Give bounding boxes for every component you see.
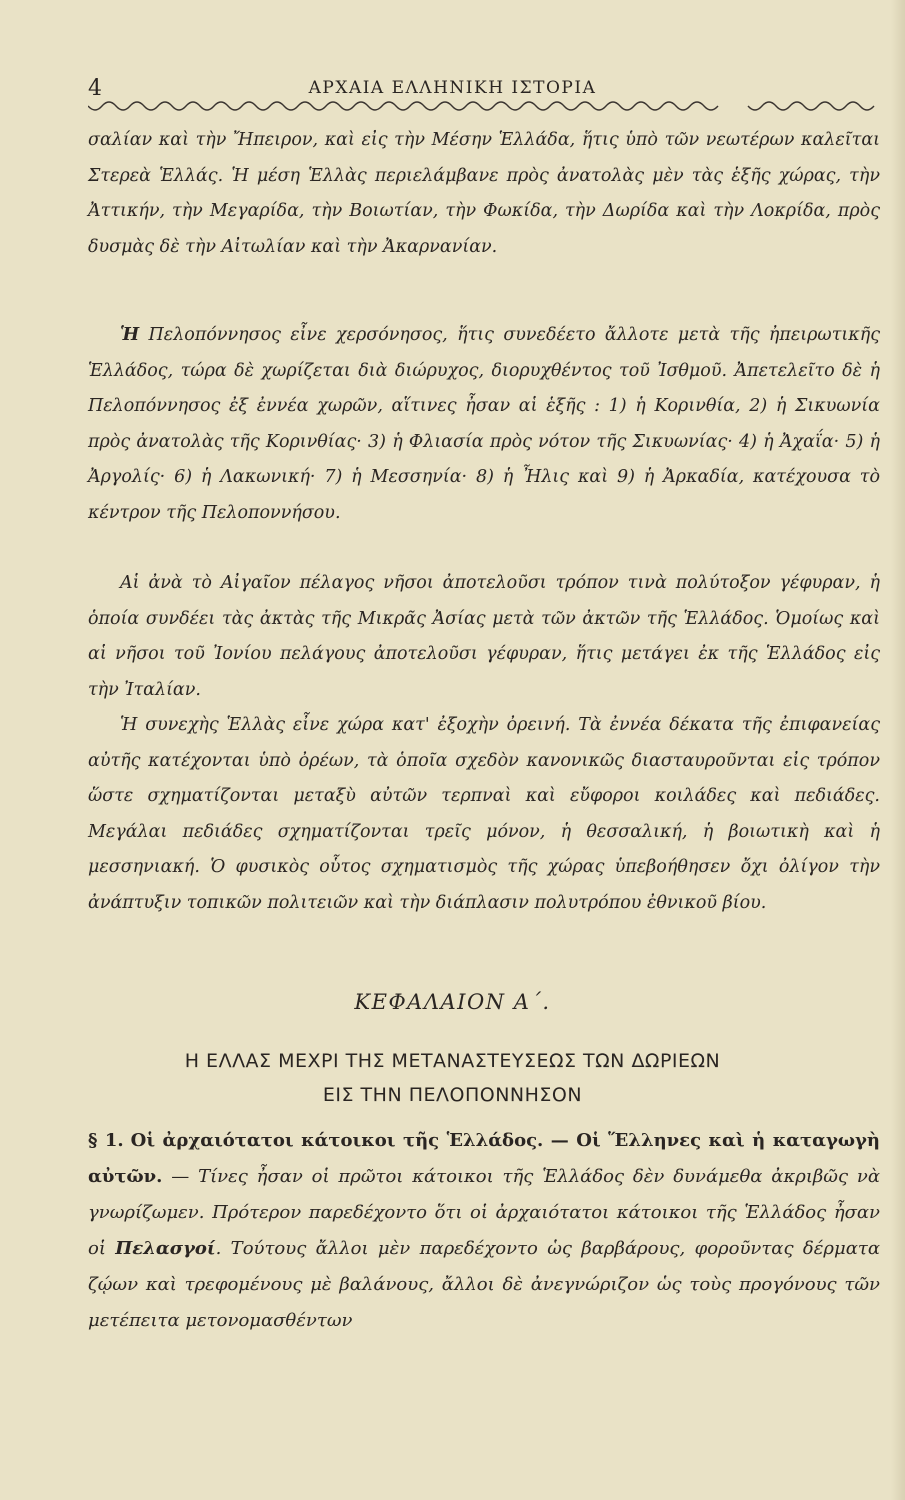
section-dash: — — [162, 1166, 199, 1187]
page-edge-shadow — [891, 0, 905, 1500]
chapter-title-line-2: ΕΙΣ ΤΗΝ ΠΕΛΟΠΟΝΝΗΣΟΝ — [322, 1084, 583, 1106]
ornamental-wave-rule — [88, 100, 878, 118]
section-number: § 1. — [88, 1130, 124, 1151]
paragraph-peloponnese — [88, 318, 880, 531]
page-number: 4 — [88, 76, 102, 101]
section-text-a: Τίνες ἦσαν οἱ πρῶτοι κάτοικοι τῆς Ἑλλάδος δὲν δυνάμεθα ἀκριβῶς νὰ γνωρίζωμεν. Πρότερον παρεδέχοντο ὅτι οἱ ἀρχαιότατοι κάτοικοι τῆς Ἑλλάδος ἦσαν οἱ — [88, 1166, 880, 1259]
chapter-title-line-1: Η ΕΛΛΑΣ ΜΕΧΡΙ ΤΗΣ ΜΕΤΑΝΑΣΤΕΥΣΕΩΣ ΤΩΝ ΔΩΡΙΕΩΝ — [184, 1050, 721, 1072]
section-1 — [88, 1123, 880, 1339]
section-text-b: . Τούτους ἄλλοι μὲν παρεδέχοντο ὡς βαρβάρους, φοροῦντας δέρματα ζῴων καὶ τρεφομένους μὲ βαλάνους, ἄλλοι δὲ ἀνεγνώριζον ὡς τοὺς προγόνους τῶν μετέπειτα μετονομασθέντων — [88, 1238, 880, 1331]
paragraph-thessaly-central-greece: σαλίαν καὶ τὴν Ἤπειρον, καὶ εἰς τὴν Μέσην Ἑλλάδα, ἥτις ὑπὸ τῶν νεωτέρων καλεῖται Στερεὰ Ἑλλάς. Ἡ μέση Ἑλλὰς περιελάμβανε πρὸς ἀνατολὰς μὲν τὰς ἑξῆς χώρας, τὴν Ἀττικήν, τὴν Μεγαρίδα, τὴν Βοιωτίαν, τὴν Φωκίδα, τὴν Δωρίδα καὶ τὴν Λοκρίδα, πρὸς δυσμὰς δὲ τὴν Αἰτωλίαν καὶ τὴν Ἀκαρνανίαν. — [88, 130, 880, 257]
chapter-label: ΚΕΦΑΛΑΙΟΝ Α΄. — [354, 990, 551, 1014]
running-header: ΑΡΧΑΙΑ ΕΛΛΗΝΙΚΗ ΙΣΤΟΡΙΑ — [308, 78, 597, 98]
paragraph-peloponnese-text: Πελοπόννησος εἶνε χερσόνησος, ἥτις συνεδέετο ἄλλοτε μετὰ τῆς ἠπειρωτικῆς Ἑλλάδος, τώρα δὲ χωρίζεται διὰ διώρυχος, διορυχθέντος τοῦ Ἰσθμοῦ. Ἀπετελεῖτο δὲ ἡ Πελοπόννησος ἐξ ἐννέα χωρῶν, αἵτινες ἦσαν αἱ ἑξῆς : 1) ἡ Κορινθία, 2) ἡ Σικυωνία πρὸς ἀνατολὰς τῆς Κορινθίας· 3) ἡ Φλιασία πρὸς νότον τῆς Σικυωνίας· 4) ἡ Ἀχαΐα· 5) ἡ Ἀργολίς· 6) ἡ Λακωνική· 7) ἡ Μεσσηνία· 8) ἡ Ἦλις καὶ 9) ἡ Ἀρκαδία, κατέχουσα τὸ κέντρον τῆς Πελοποννήσου. — [88, 325, 880, 523]
section-heading: Οἱ ἀρχαιότατοι κάτοικοι τῆς Ἑλλάδος. — Οἱ Ἕλληνες καὶ ἡ καταγωγὴ αὐτῶν. — [88, 1130, 880, 1187]
section-bold-term: Πελασγοί — [115, 1238, 216, 1259]
paragraph-aegean-islands: Αἱ ἀνὰ τὸ Αἰγαῖον πέλαγος νῆσοι ἀποτελοῦσι τρόπον τινὰ πολύτοξον γέφυραν, ἡ ὁποία συνδέει τὰς ἀκτὰς τῆς Μικρᾶς Ἀσίας μετὰ τῶν ἀκτῶν τῆς Ἑλλάδος. Ὁμοίως καὶ αἱ νῆσοι τοῦ Ἰονίου πελάγους ἀποτελοῦσι γέφυραν, ἥτις μετάγει ἐκ τῆς Ἑλλάδος εἰς τὴν Ἰταλίαν. — [88, 573, 880, 700]
paragraph-mountainous-greece: Ἡ συνεχὴς Ἑλλὰς εἶνε χώρα κατ' ἐξοχὴν ὀρεινή. Τὰ ἐννέα δέκατα τῆς ἐπιφανείας αὐτῆς κατέχονται ὑπὸ ὀρέων, τὰ ὁποῖα σχεδὸν κανονικῶς διασταυροῦνται εἰς τρόπον ὥστε σχηματίζονται μεταξὺ αὐτῶν τερπναὶ καὶ εὔφοροι κοιλάδες καὶ πεδιάδες. Μεγάλαι πεδιάδες σχηματίζονται τρεῖς μόνον, ἡ θεσσαλική, ἡ βοιωτικὴ καὶ ἡ μεσσηνιακή. Ὁ φυσικὸς οὗτος σχηματισμὸς τῆς χώρας ὑπεβοήθησεν ὄχι ὀλίγον τὴν ἀνάπτυξιν τοπικῶν πολιτειῶν καὶ τὴν διάπλασιν πολυτρόπου ἐθνικοῦ βίου. — [88, 715, 880, 913]
paragraph-lead-letter: Ἡ — [120, 325, 140, 345]
